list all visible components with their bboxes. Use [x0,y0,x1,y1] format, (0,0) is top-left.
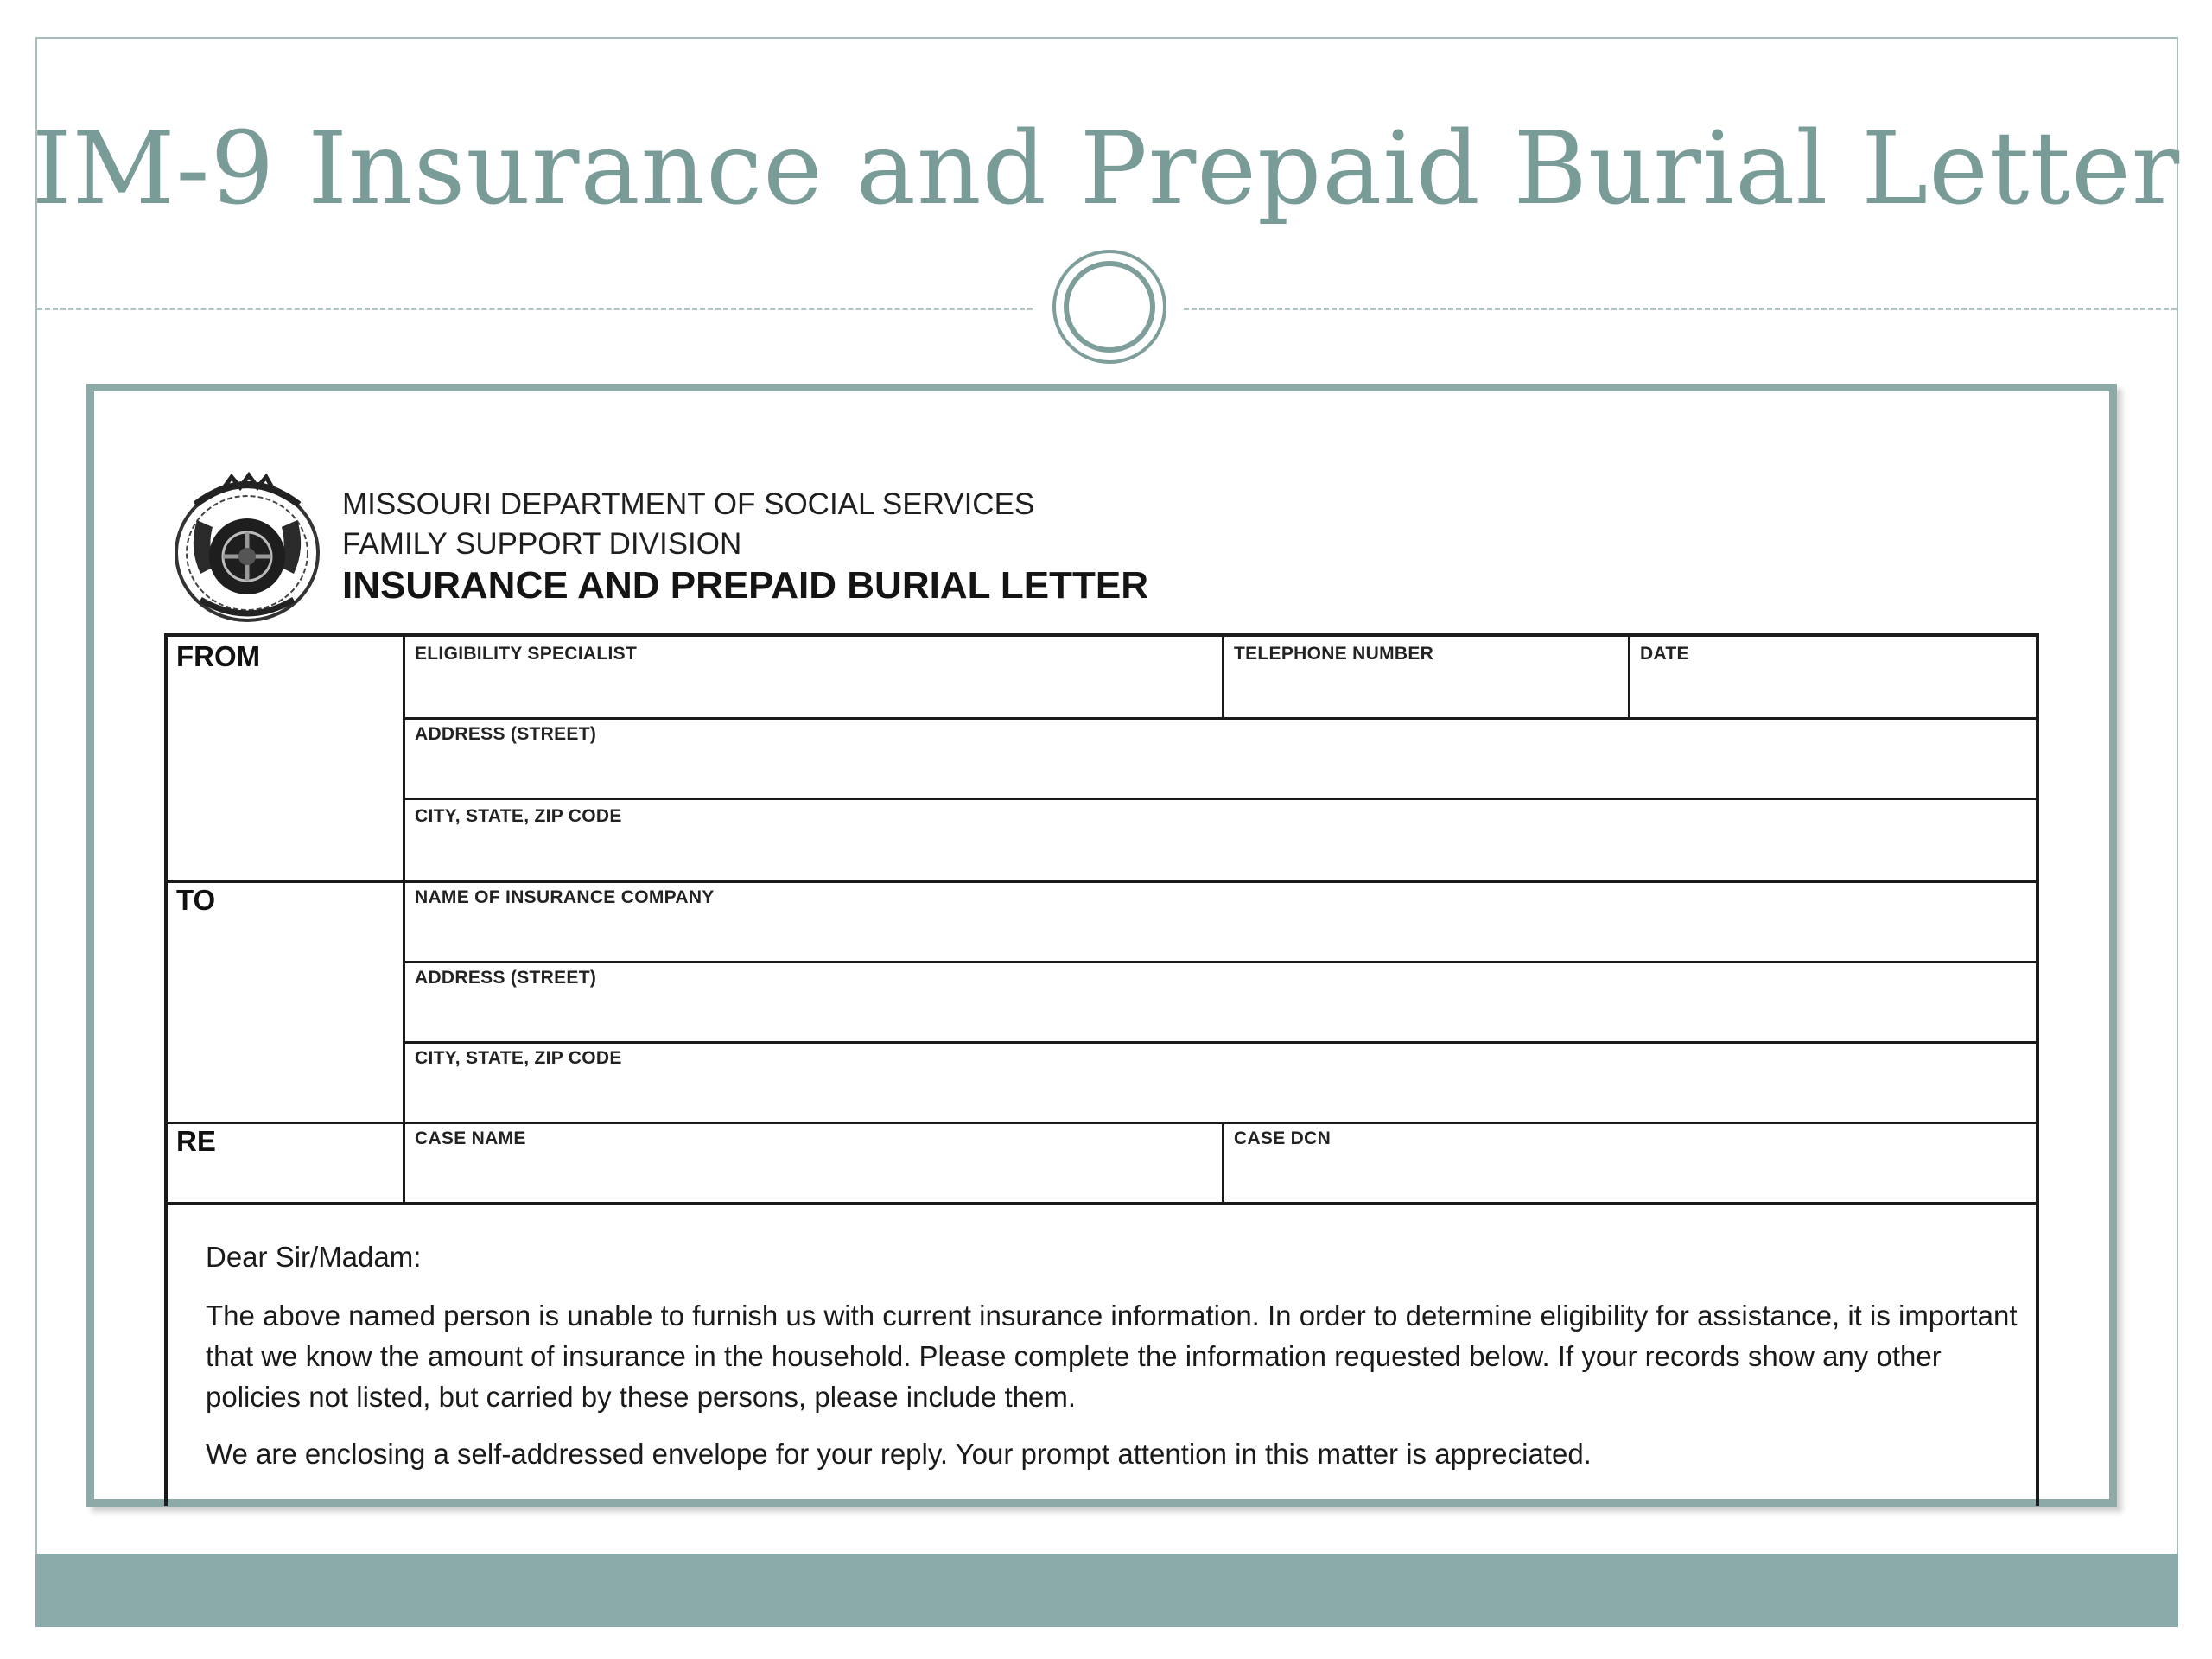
insurance-company-name-field[interactable]: NAME OF INSURANCE COMPANY [415,887,715,907]
title-divider-left [37,308,1033,310]
label-column-divider [403,637,405,1203]
circle-ornament-icon [1052,250,1166,364]
row-divider [404,961,2036,963]
agency-name: MISSOURI DEPARTMENT OF SOCIAL SERVICES [342,487,1035,521]
form-title: INSURANCE AND PREPAID BURIAL LETTER [342,564,1149,607]
letter-form-grid [164,633,2039,1506]
row-divider [404,717,2036,720]
column-divider [1222,637,1224,718]
eligibility-specialist-field[interactable]: ELIGIBILITY SPECIALIST [415,644,638,664]
footer-band [35,1554,2178,1627]
to-section-label: TO [176,884,216,916]
row-divider [404,798,2036,800]
missouri-state-seal-icon [171,470,323,626]
section-divider [168,1122,2036,1124]
slide-title: IM-9 Insurance and Prepaid Burial Letter [31,111,2181,227]
row-divider [404,1041,2036,1044]
title-divider-right [1184,308,2177,310]
column-divider [1628,637,1630,718]
letter-paragraph-2: We are enclosing a self-addressed envelope for your reply. Your prompt attention in this matter is appreciated. [206,1438,1592,1470]
to-address-street-field[interactable]: ADDRESS (STREET) [415,968,597,988]
section-divider [168,1202,2036,1205]
salutation: Dear Sir/Madam: [206,1241,422,1273]
to-city-state-zip-field[interactable]: CITY, STATE, ZIP CODE [415,1048,622,1068]
division-name: FAMILY SUPPORT DIVISION [342,527,742,561]
section-divider [168,880,2036,883]
letter-paragraph-1: The above named person is unable to furnish us with current insurance information. In order to determine eligibility for assistance, it is important that we know the amount of insurance in the household. Please complete the information requested below. If your records show any other policies not listed, but carried by these persons, please include them. [206,1300,2018,1413]
column-divider [1222,1122,1224,1203]
telephone-number-field[interactable]: TELEPHONE NUMBER [1234,644,1434,664]
re-section-label: RE [176,1125,216,1157]
from-address-street-field[interactable]: ADDRESS (STREET) [415,724,597,744]
from-city-state-zip-field[interactable]: CITY, STATE, ZIP CODE [415,806,622,826]
from-section-label: FROM [176,640,261,672]
case-dcn-field[interactable]: CASE DCN [1234,1128,1332,1148]
case-name-field[interactable]: CASE NAME [415,1128,526,1148]
date-field[interactable]: DATE [1640,644,1689,664]
